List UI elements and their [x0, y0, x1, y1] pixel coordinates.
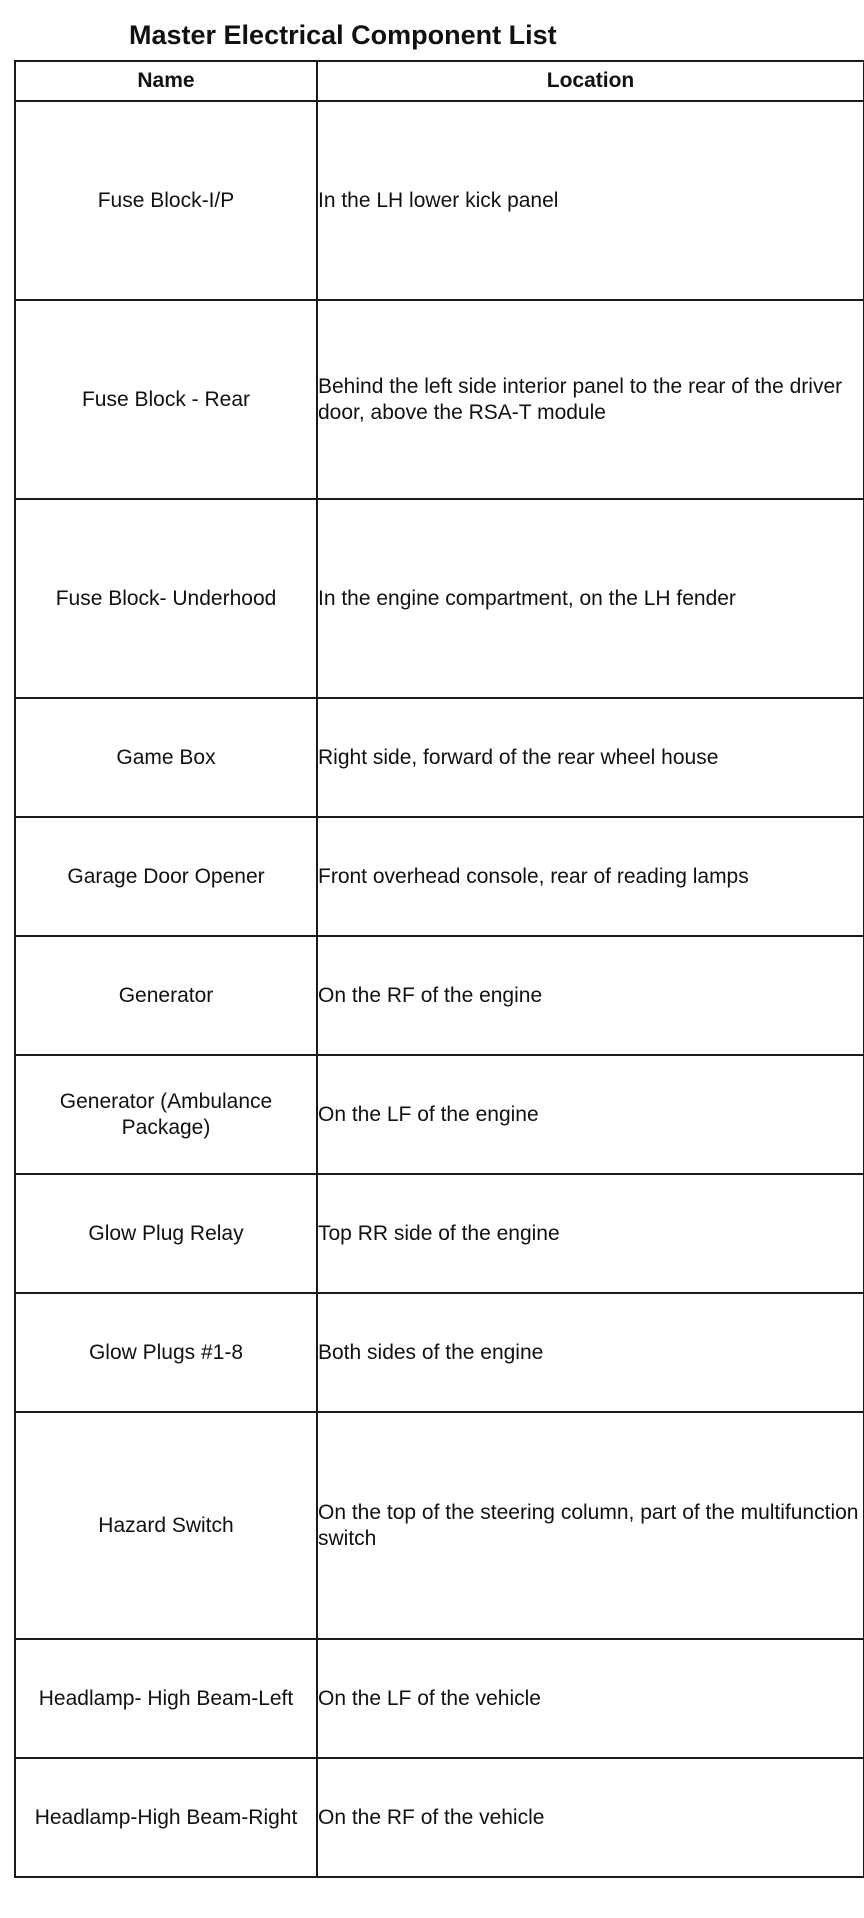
component-name: Fuse Block - Rear [15, 300, 317, 499]
component-location: Behind the left side interior panel to the rear of the driver door, above the RSA-T module [317, 300, 864, 499]
table-row [15, 300, 864, 499]
component-name: Headlamp- High Beam-Left [15, 1639, 317, 1758]
table-row [15, 499, 864, 698]
component-name: Generator [15, 936, 317, 1055]
component-location: On the LF of the engine [317, 1055, 864, 1174]
component-table [14, 60, 864, 1878]
page-title: Master Electrical Component List [129, 20, 557, 50]
table-row [15, 1055, 864, 1174]
table-row [15, 936, 864, 1055]
component-location: On the RF of the engine [317, 936, 864, 1055]
component-location: Right side, forward of the rear wheel house [317, 698, 864, 817]
component-location: On the RF of the vehicle [317, 1758, 864, 1877]
name-column-header: Name [15, 61, 317, 101]
component-location: Both sides of the engine [317, 1293, 864, 1412]
component-name: Fuse Block- Underhood [15, 499, 317, 698]
table-row [15, 1639, 864, 1758]
component-name: Fuse Block-I/P [15, 101, 317, 300]
location-column-header: Location [317, 61, 864, 101]
component-name: Glow Plug Relay [15, 1174, 317, 1293]
component-name: Game Box [15, 698, 317, 817]
table-row [15, 1174, 864, 1293]
component-name: Headlamp-High Beam-Right [15, 1758, 317, 1877]
component-location: On the LF of the vehicle [317, 1639, 864, 1758]
component-name: Garage Door Opener [15, 817, 317, 936]
component-name: Hazard Switch [15, 1412, 317, 1639]
component-location: In the engine compartment, on the LH fender [317, 499, 864, 698]
table-row [15, 101, 864, 300]
table-row [15, 1412, 864, 1639]
component-location: On the top of the steering column, part of the multifunction switch [317, 1412, 864, 1639]
table-row [15, 1758, 864, 1877]
table-row [15, 698, 864, 817]
component-location: Front overhead console, rear of reading lamps [317, 817, 864, 936]
component-location: In the LH lower kick panel [317, 101, 864, 300]
table-row [15, 817, 864, 936]
component-name: Glow Plugs #1-8 [15, 1293, 317, 1412]
table-header-row [15, 61, 864, 101]
component-name: Generator (Ambulance Package) [15, 1055, 317, 1174]
table-row [15, 1293, 864, 1412]
component-location: Top RR side of the engine [317, 1174, 864, 1293]
